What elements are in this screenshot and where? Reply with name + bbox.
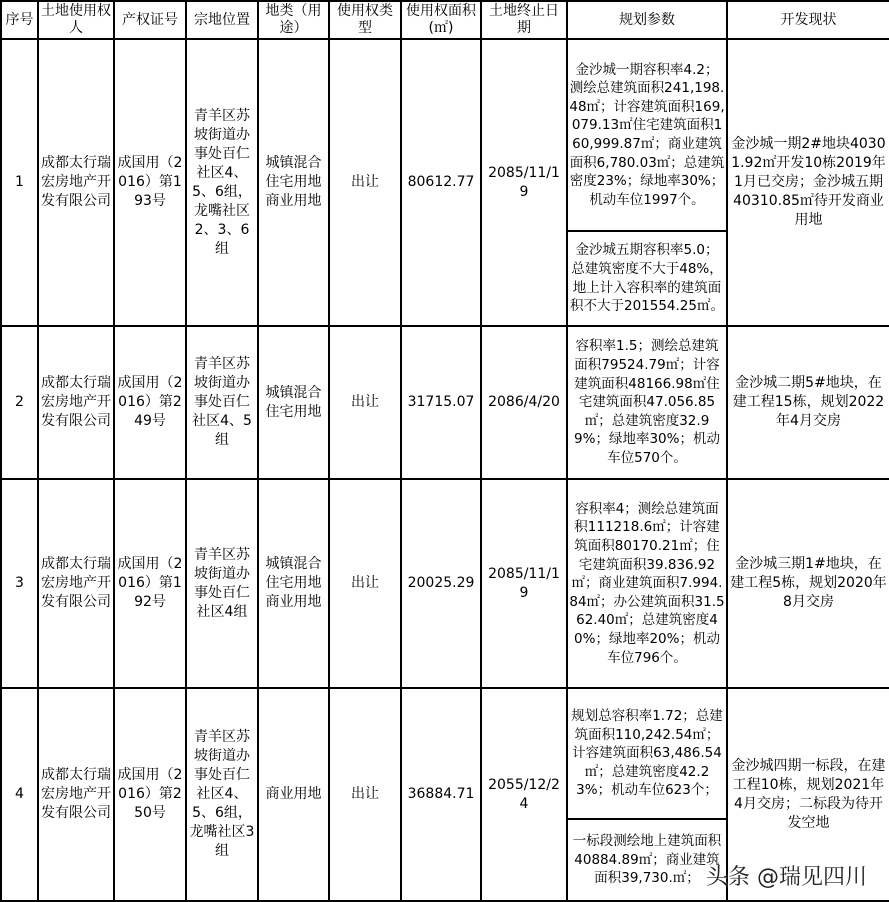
cert-cell: 成国用（2016）第192号 (114, 479, 186, 688)
row-number: 4 (1, 688, 38, 901)
plan-cell: 金沙城一期容积率4.2；测绘总建筑面积241,198.48㎡；计容建筑面积169,079.13㎡住宅建筑面积160,999.87㎡；商业建筑面积6,780.03㎡；总建筑密度23%；绿地率30%；机动车位1997个。 (567, 39, 727, 231)
use-cell: 城镇混合住宅用地商业用地 (258, 39, 329, 326)
location-cell: 青羊区苏坡街道办事处百仁社区4组 (186, 479, 258, 688)
status-cell: 金沙城四期一标段，在建工程10栋，规划2021年4月交房；二标段为待开发空地 (727, 688, 889, 901)
header-cell: 序号 (1, 1, 38, 39)
location-cell: 青羊区苏坡街道办事处百仁社区4、5、6组，龙嘴社区3组 (186, 688, 258, 901)
end-date-cell: 2055/12/24 (481, 688, 567, 901)
header-cell: 开发现状 (727, 1, 889, 39)
cert-cell: 成国用（2016）第193号 (114, 39, 186, 326)
row-number: 2 (1, 326, 38, 479)
area-cell: 80612.77 (401, 39, 481, 326)
plan-cell: 规划总容积率1.72；总建筑面积110,242.54㎡；计容建筑面积63,486.54㎡；总建筑密度42.23%；机动车位623个； (567, 688, 727, 819)
header-cell: 使用权类型 (329, 1, 401, 39)
type-cell: 出让 (329, 479, 401, 688)
location-cell: 青羊区苏坡街道办事处百仁社区4、5组 (186, 326, 258, 479)
table-row (1, 479, 889, 688)
use-cell: 城镇混合住宅用地商业用地 (258, 479, 329, 688)
owner-cell: 成都太行瑞宏房地产开发有限公司 (38, 479, 114, 688)
plan-cell: 容积率1.5；测绘总建筑面积79524.79㎡；计容建筑面积48166.98㎡住宅建筑面积47.056.85㎡；总建筑密度32.99%；绿地率30%；机动车位570个。 (567, 326, 727, 479)
table-row (1, 39, 889, 231)
row-number: 1 (1, 39, 38, 326)
table-row (1, 688, 889, 819)
table-row (1, 326, 889, 479)
type-cell: 出让 (329, 326, 401, 479)
end-date-cell: 2085/11/19 (481, 479, 567, 688)
cert-cell: 成国用（2016）第249号 (114, 326, 186, 479)
header-cell: 宗地位置 (186, 1, 258, 39)
plan-cell: 容积率4；测绘总建筑面积111218.6㎡；计容建筑面积80170.21㎡；住宅建筑面积39.836.92㎡；商业建筑面积7.994.84㎡；办公建筑面积31.562.40㎡；总建筑密度40%；绿地率20%；机动车位796个。 (567, 479, 727, 688)
end-date-cell: 2086/4/20 (481, 326, 567, 479)
header-cell: 使用权面积(㎡) (401, 1, 481, 39)
owner-cell: 成都太行瑞宏房地产开发有限公司 (38, 688, 114, 901)
header-cell: 土地终止日期 (481, 1, 567, 39)
type-cell: 出让 (329, 39, 401, 326)
owner-cell: 成都太行瑞宏房地产开发有限公司 (38, 326, 114, 479)
status-cell: 金沙城一期2#地块40301.92㎡开发10栋2019年1月已交房；金沙城五期40310.85㎡待开发商业用地 (727, 39, 889, 326)
plan-cell: 金沙城五期容积率5.0；总建筑密度不大于48%，地上计入容积率的建筑面积不大于201554.25㎡。 (567, 231, 727, 326)
header-cell: 地类（用途） (258, 1, 329, 39)
location-cell: 青羊区苏坡街道办事处百仁社区4、5、6组，龙嘴社区2、3、6组 (186, 39, 258, 326)
area-cell: 20025.29 (401, 479, 481, 688)
area-cell: 36884.71 (401, 688, 481, 901)
use-cell: 商业用地 (258, 688, 329, 901)
row-number: 3 (1, 479, 38, 688)
type-cell: 出让 (329, 688, 401, 901)
status-cell: 金沙城二期5#地块，在建工程15栋，规划2022年4月交房 (727, 326, 889, 479)
header-cell: 土地使用权人 (38, 1, 114, 39)
header-cell: 产权证号 (114, 1, 186, 39)
use-cell: 城镇混合住宅用地 (258, 326, 329, 479)
end-date-cell: 2085/11/19 (481, 39, 567, 326)
status-cell: 金沙城三期1#地块，在建工程5栋，规划2020年8月交房 (727, 479, 889, 688)
cert-cell: 成国用（2016）第250号 (114, 688, 186, 901)
area-cell: 31715.07 (401, 326, 481, 479)
plan-cell: 一标段测绘地上建筑面积40884.89㎡；商业建筑面积39,730.㎡； (567, 819, 727, 901)
header-row (1, 1, 889, 39)
watermark: 头条 @瑞见四川 (706, 865, 867, 890)
header-cell: 规划参数 (567, 1, 727, 39)
owner-cell: 成都太行瑞宏房地产开发有限公司 (38, 39, 114, 326)
